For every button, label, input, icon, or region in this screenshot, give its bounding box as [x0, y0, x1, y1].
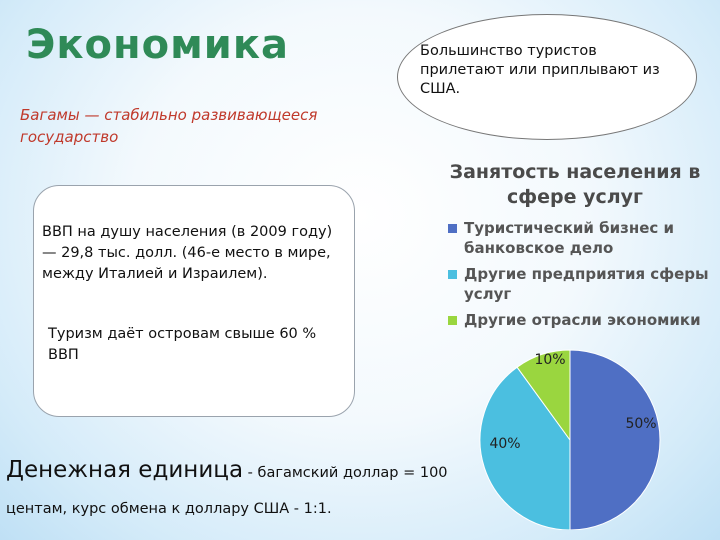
legend-swatch-other-services [448, 270, 457, 279]
legend-swatch-other-sectors [448, 316, 457, 325]
legend-label-tourism-banking: Туристический бизнес и банковское дело [464, 219, 674, 257]
tourists-text: Большинство туристов прилетают или приплывают из США. [420, 43, 660, 97]
legend-label-other-services: Другие предприятия сферы услуг [464, 265, 709, 303]
pie-slice-tourism-banking [570, 350, 660, 530]
pie-label-other-services: 40% [489, 436, 521, 452]
legend-item-other-sectors [448, 310, 716, 330]
currency-text [6, 452, 476, 527]
chart-title: Занятость населения в сфере услуг [449, 161, 701, 208]
legend-label-other-sectors: Другие отрасли экономики [464, 311, 701, 329]
slide-title: Экономика [26, 22, 289, 68]
legend-item-tourism-banking [448, 218, 716, 258]
currency-heading: Денежная единица [6, 457, 244, 483]
tourism-text: Туризм даёт островам свыше 60 % ВВП [48, 326, 317, 363]
legend-swatch-tourism-banking [448, 224, 457, 233]
currency-description: - багамский доллар = 100 центам, курс обмена к доллару США - 1:1. [6, 465, 448, 517]
pie-label-tourism-banking: 50% [625, 416, 657, 432]
gdp-info-box [33, 185, 355, 417]
slide-subtitle: Багамы — стабильно развивающееся государство [20, 106, 318, 146]
legend-item-other-services [448, 264, 716, 304]
chart-legend [448, 218, 716, 336]
gdp-text: ВВП на душу населения (в 2009 году) — 29,8 тыс. долл. (46-е место в мире, между Италией и Израилем). [42, 224, 333, 282]
pie-chart [470, 340, 670, 530]
pie-label-other-sectors: 10% [534, 352, 566, 368]
